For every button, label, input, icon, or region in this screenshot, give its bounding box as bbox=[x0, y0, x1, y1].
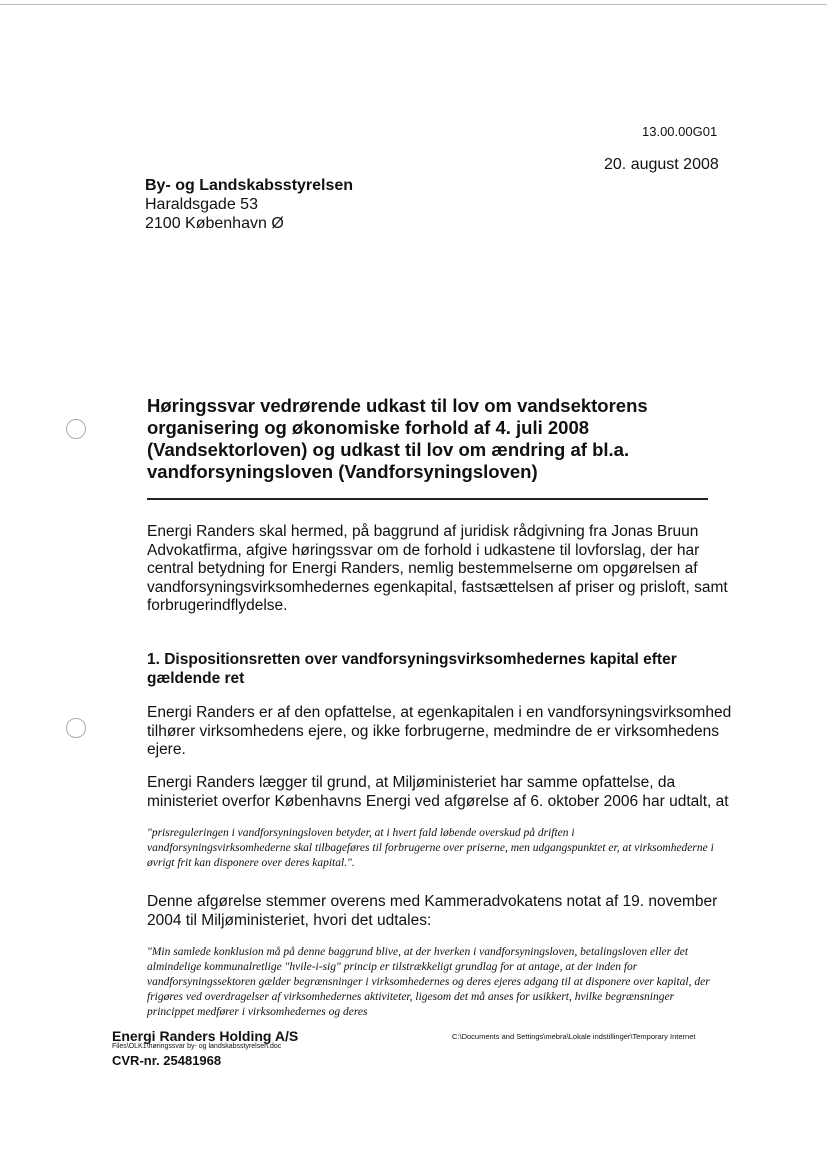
punch-hole-lower bbox=[66, 718, 86, 738]
ministry-quote: "prisreguleringen i vandforsyningsloven betyder, at i hvert fald løbende overskud på driften i vandforsyningsvirksomhederne skal tilbageføres til forbrugerne over priserne, men udgangspunktet er, at virksomhederne i øvrigt frit kan disponere over deres kapital.". bbox=[147, 827, 714, 869]
ownership-paragraph: Energi Randers er af den opfattelse, at egenkapitalen i en vandforsyningsvirksomhed tilhører virksomhedens ejere, og ikke forbrugerne, medmindre de er virksomhedens ejere. bbox=[147, 704, 732, 758]
recipient-name: By- og Landskabsstyrelsen bbox=[145, 177, 354, 194]
letter-title: Høringssvar vedrørende udkast til lov om vandsektorens organisering og økonomiske forhold af 4. juli 2008 (Vandsektorloven) og udkast til lov om ændring af bl.a. vandforsyningsloven (Vandforsyningsloven) bbox=[147, 395, 648, 482]
recipient-street: Haraldsgade 53 bbox=[145, 196, 258, 213]
footer-cvr: CVR-nr. 25481968 bbox=[112, 1053, 222, 1068]
title-divider bbox=[147, 498, 708, 500]
document-date: 20. august 2008 bbox=[604, 156, 719, 173]
kammeradvokat-quote: "Min samlede konklusion må på denne baggrund blive, at der hverken i vandforsyningsloven, betalingsloven eller det almindelige kommunalretlige "hvile-i-sig" princip er tilstrækkeligt grundlag for at antage, at der inden for vandforsyningssektoren gælder begrænsninger i virksomhedernes og deres ejeres adgang til at disponere over kapital, der frigøres ved overdragelser af virksomhedernes aktiviteter, ligesom det må anses for usikkert, hvilke begrænsninger princippet medfører i virksomhedernes og deres bbox=[147, 946, 710, 1018]
kammeradvokat-paragraph: Denne afgørelse stemmer overens med Kammeradvokatens notat af 19. november 2004 til Miljøministeriet, hvori det udtales: bbox=[147, 893, 718, 929]
footer-company: Energi Randers Holding A/S bbox=[112, 1028, 299, 1044]
recipient-city: 2100 København Ø bbox=[145, 215, 284, 232]
document-reference: 13.00.00G01 bbox=[642, 124, 718, 139]
footer-file-path: Files\OLK1\høringssvar by- og landskabsstyrelsen.doc bbox=[112, 1043, 282, 1050]
footer-temp-path: C:\Documents and Settings\mebra\Lokale indstillinger\Temporary Internet bbox=[452, 1032, 696, 1041]
recipient-address bbox=[145, 176, 353, 233]
punch-hole-upper bbox=[66, 419, 86, 439]
section-1-heading: 1. Dispositionsretten over vandforsyningsvirksomhedernes kapital efter gældende ret bbox=[147, 651, 677, 687]
intro-paragraph: Energi Randers skal hermed, på baggrund af juridisk rådgivning fra Jonas Bruun Advokatfirma, afgive høringssvar om de forhold i udkastene til lovforslag, der har central betydning for Energi Randers, nemlig bestemmelserne om opgørelsen af vandforsyningsvirksomhedernes egenkapital, fastsættelsen af priser og prisloft, samt forbrugerindflydelse. bbox=[147, 523, 728, 614]
ministry-paragraph: Energi Randers lægger til grund, at Miljøministeriet har samme opfattelse, da ministeriet overfor Københavns Energi ved afgørelse af 6. oktober 2006 har udtalt, at bbox=[147, 774, 729, 810]
scan-edge-line bbox=[0, 4, 827, 5]
